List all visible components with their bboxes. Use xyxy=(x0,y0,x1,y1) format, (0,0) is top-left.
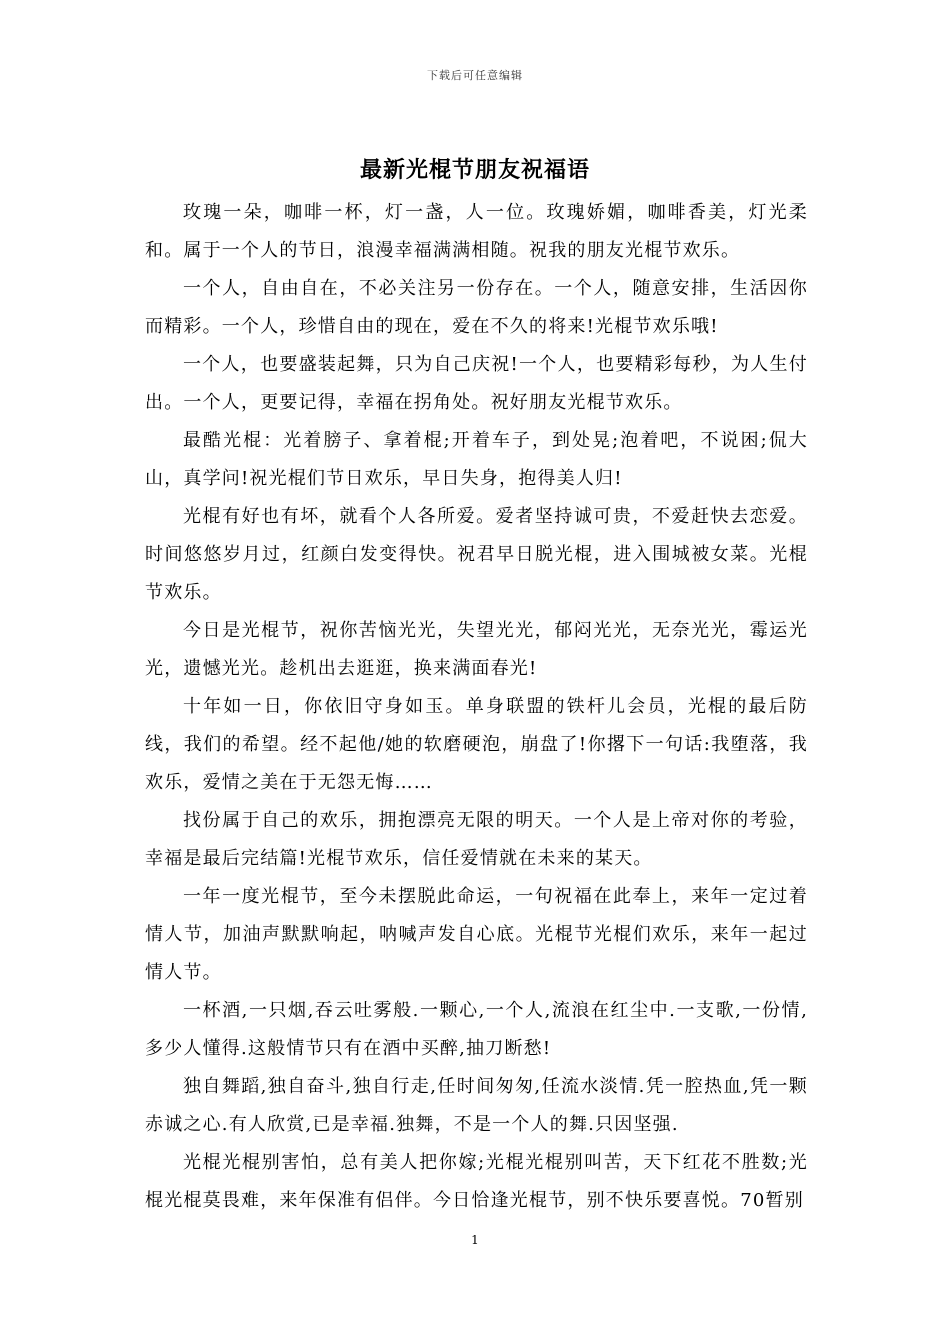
document-body xyxy=(145,194,808,1220)
paragraph: 光棍光棍别害怕，总有美人把你嫁;光棍光棍别叫苦，天下红花不胜数;光棍光棍莫畏难，来年保准有侣伴。今日恰逢光棍节，别不快乐要喜悦。70暂别 xyxy=(145,1152,808,1211)
paragraph: 今日是光棍节，祝你苦恼光光，失望光光，郁闷光光，无奈光光，霉运光光，遗憾光光。趁机出去逛逛，换来满面春光! xyxy=(145,620,808,679)
paragraph: 找份属于自己的欢乐，拥抱漂亮无限的明天。一个人是上帝对你的考验，幸福是最后完结篇!光棍节欢乐，信任爱情就在未来的某天。 xyxy=(145,810,808,869)
paragraph: 一年一度光棍节，至今未摆脱此命运，一句祝福在此奉上，来年一定过着情人节，加油声默默响起，呐喊声发自心底。光棍节光棍们欢乐，来年一起过情人节。 xyxy=(145,886,808,983)
paragraph: 玫瑰一朵，咖啡一杯，灯一盏，人一位。玫瑰娇媚，咖啡香美，灯光柔和。属于一个人的节日，浪漫幸福满满相随。祝我的朋友光棍节欢乐。 xyxy=(145,202,808,261)
paragraph: 最酷光棍：光着膀子、拿着棍;开着车子，到处晃;泡着吧，不说困;侃大山，真学问!祝光棍们节日欢乐，早日失身，抱得美人归! xyxy=(145,430,808,489)
paragraph: 十年如一日，你依旧守身如玉。单身联盟的铁杆儿会员，光棍的最后防线，我们的希望。经不起他/她的软磨硬泡，崩盘了!你撂下一句话:我堕落，我欢乐，爱情之美在于无怨无悔…… xyxy=(145,696,808,793)
paragraph: 一杯酒,一只烟,吞云吐雾般.一颗心,一个人,流浪在红尘中.一支歌,一份情,多少人懂得.这般情节只有在酒中买醉,抽刀断愁! xyxy=(145,1000,808,1059)
paragraph: 一个人，自由自在，不必关注另一份存在。一个人，随意安排，生活因你而精彩。一个人，珍惜自由的现在，爱在不久的将来!光棍节欢乐哦! xyxy=(145,278,808,337)
paragraph: 独自舞蹈,独自奋斗,独自行走,任时间匆匆,任流水淡情.凭一腔热血,凭一颗赤诚之心.有人欣赏,已是幸福.独舞，不是一个人的舞.只因坚强. xyxy=(145,1076,808,1135)
page-number: 1 xyxy=(471,1233,479,1247)
header-note: 下载后可任意编辑 xyxy=(427,69,523,82)
paragraph: 光棍有好也有坏，就看个人各所爱。爱者坚持诚可贵，不爱赶快去恋爱。时间悠悠岁月过，红颜白发变得快。祝君早日脱光棍，进入围城被女菜。光棍节欢乐。 xyxy=(145,506,808,603)
paragraph: 一个人，也要盛装起舞，只为自己庆祝!一个人，也要精彩每秒，为人生付出。一个人，更要记得，幸福在拐角处。祝好朋友光棍节欢乐。 xyxy=(145,354,808,413)
document-title: 最新光棍节朋友祝福语 xyxy=(359,157,590,183)
